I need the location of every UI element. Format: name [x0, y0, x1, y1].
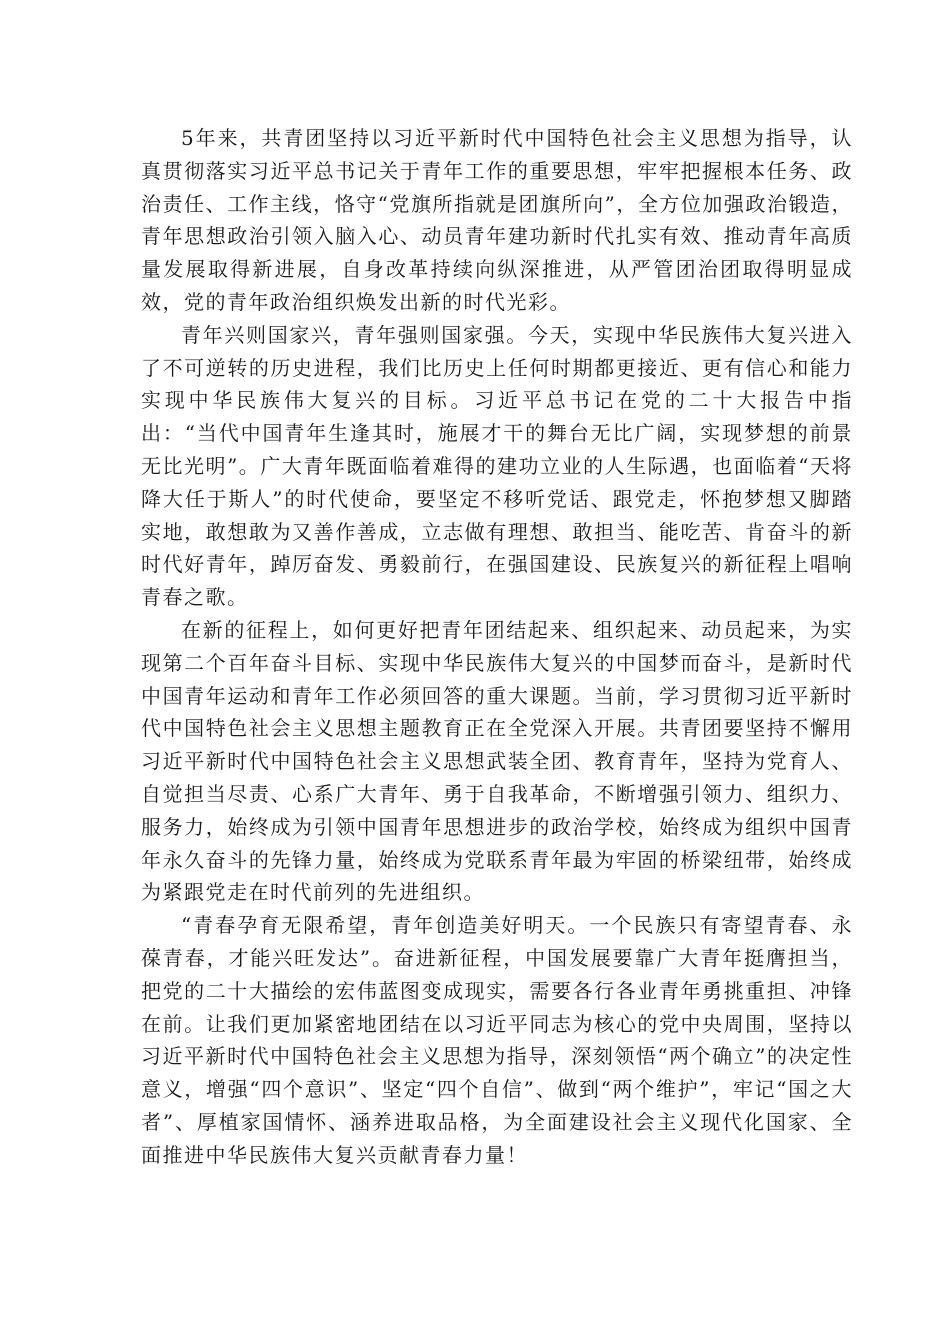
document-body [141, 122, 853, 1172]
paragraph-1: 5年来，共青团坚持以习近平新时代中国特色社会主义思想为指导，认真贯彻落实习近平总书记关于青年工作的重要思想，牢牢把握根本任务、政治责任、工作主线，恪守“党旗所指就是团旗所向”，全方位加强政治锻造，青年思想政治引领入脑入心、动员青年建功新时代扎实有效、推动青年高质量发展取得新进展，自身改革持续向纵深推进，从严管团治团取得明显成效，党的青年政治组织焕发出新的时代光彩。 [141, 126, 853, 314]
paragraph-3: 在新的征程上，如何更好把青年团结起来、组织起来、动员起来，为实现第二个百年奋斗目标、实现中华民族伟大复兴的中国梦而奋斗，是新时代中国青年运动和青年工作必须回答的重大课题。当前，学习贯彻习近平新时代中国特色社会主义思想主题教育正在全党深入开展。共青团要坚持不懈用习近平新时代中国特色社会主义思想武装全团、教育青年，坚持为党育人、自觉担当尽责、心系广大青年、勇于自我革命，不断增强引领力、组织力、服务力，始终成为引领中国青年思想进步的政治学校，始终成为组织中国青年永久奋斗的先锋力量，始终成为党联系青年最为牢固的桥梁纽带，始终成为紧跟党走在时代前列的先进组织。 [141, 617, 853, 905]
paragraph-2: 青年兴则国家兴，青年强则国家强。今天，实现中华民族伟大复兴进入了不可逆转的历史进程，我们比历史上任何时期都更接近、更有信心和能力实现中华民族伟大复兴的目标。习近平总书记在党的二十大报告中指出：“当代中国青年生逢其时，施展才干的舞台无比广阔，实现梦想的前景无比光明”。广大青年既面临着难得的建功立业的人生际遇，也面临着“天将降大任于斯人”的时代使命，要坚定不移听党话、跟党走，怀抱梦想又脚踏实地，敢想敢为又善作善成，立志做有理想、敢担当、能吃苦、肯奋斗的新时代好青年，踔厉奋发、勇毅前行，在强国建设、民族复兴的新征程上唱响青春之歌。 [141, 322, 853, 610]
paragraph-4: “青春孕育无限希望，青年创造美好明天。一个民族只有寄望青春、永葆青春，才能兴旺发达”。奋进新征程，中国发展要靠广大青年挺膺担当，把党的二十大描绘的宏伟蓝图变成现实，需要各行各业青年勇挑重担、冲锋在前。让我们更加紧密地团结在以习近平同志为核心的党中央周围，坚持以习近平新时代中国特色社会主义思想为指导，深刻领悟“两个确立”的决定性意义，增强“四个意识”、坚定“四个自信”、做到“两个维护”，牢记“国之大者”、厚植家国情怀、涵养进取品格，为全面建设社会主义现代化国家、全面推进中华民族伟大复兴贡献青春力量！ [141, 913, 853, 1167]
